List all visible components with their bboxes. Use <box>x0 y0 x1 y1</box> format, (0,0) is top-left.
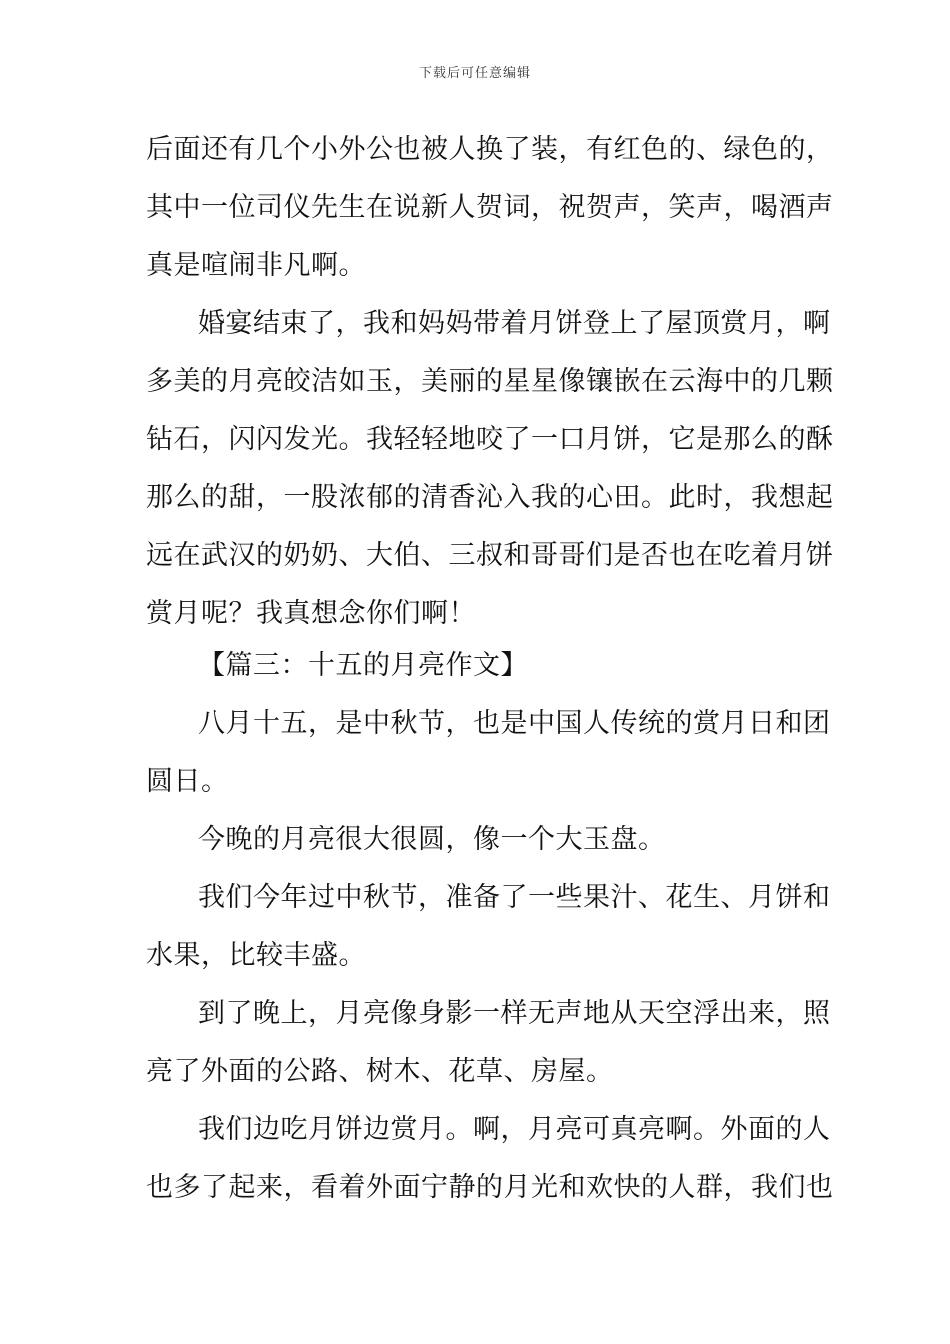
text-line: 真是喧闹非凡啊。 <box>146 250 366 281</box>
text-line: 赏月呢？我真想念你们啊！ <box>146 598 476 629</box>
text-line: 到了晚上，月亮像身影一样无声地从天空浮出来，照 <box>198 998 831 1029</box>
text-line: 八月十五，是中秋节，也是中国人传统的赏月日和团 <box>198 708 831 739</box>
text-line: 多美的月亮皎洁如玉，美丽的星星像镶嵌在云海中的几颗 <box>146 366 834 397</box>
text-line: 钻石，闪闪发光。我轻轻地咬了一口月饼，它是那么的酥 <box>146 424 834 455</box>
text-line: 亮了外面的公路、树木、花草、房屋。 <box>146 1056 614 1087</box>
text-line: 其中一位司仪先生在说新人贺词，祝贺声，笑声，喝酒声 <box>146 192 834 223</box>
text-line: 后面还有几个小外公也被人换了装，有红色的、绿色的， <box>146 134 834 165</box>
text-line: 我们今年过中秋节，准备了一些果汁、花生、月饼和 <box>198 882 831 913</box>
text-line: 那么的甜，一股浓郁的清香沁入我的心田。此时，我想起 <box>146 482 834 513</box>
text-line: 今晚的月亮很大很圆，像一个大玉盘。 <box>198 824 666 855</box>
header-note: 下载后可任意编辑 <box>418 66 531 81</box>
text-line: 水果，比较丰盛。 <box>146 940 366 971</box>
text-line: 圆日。 <box>146 766 229 797</box>
text-line: 也多了起来，看着外面宁静的月光和欢快的人群，我们也 <box>146 1172 834 1203</box>
section-heading: 【篇三：十五的月亮作文】 <box>198 650 528 681</box>
text-line: 我们边吃月饼边赏月。啊，月亮可真亮啊。外面的人 <box>198 1114 831 1145</box>
text-line: 远在武汉的奶奶、大伯、三叔和哥哥们是否也在吃着月饼 <box>146 540 834 571</box>
text-line: 婚宴结束了，我和妈妈带着月饼登上了屋顶赏月，啊 <box>198 308 831 339</box>
